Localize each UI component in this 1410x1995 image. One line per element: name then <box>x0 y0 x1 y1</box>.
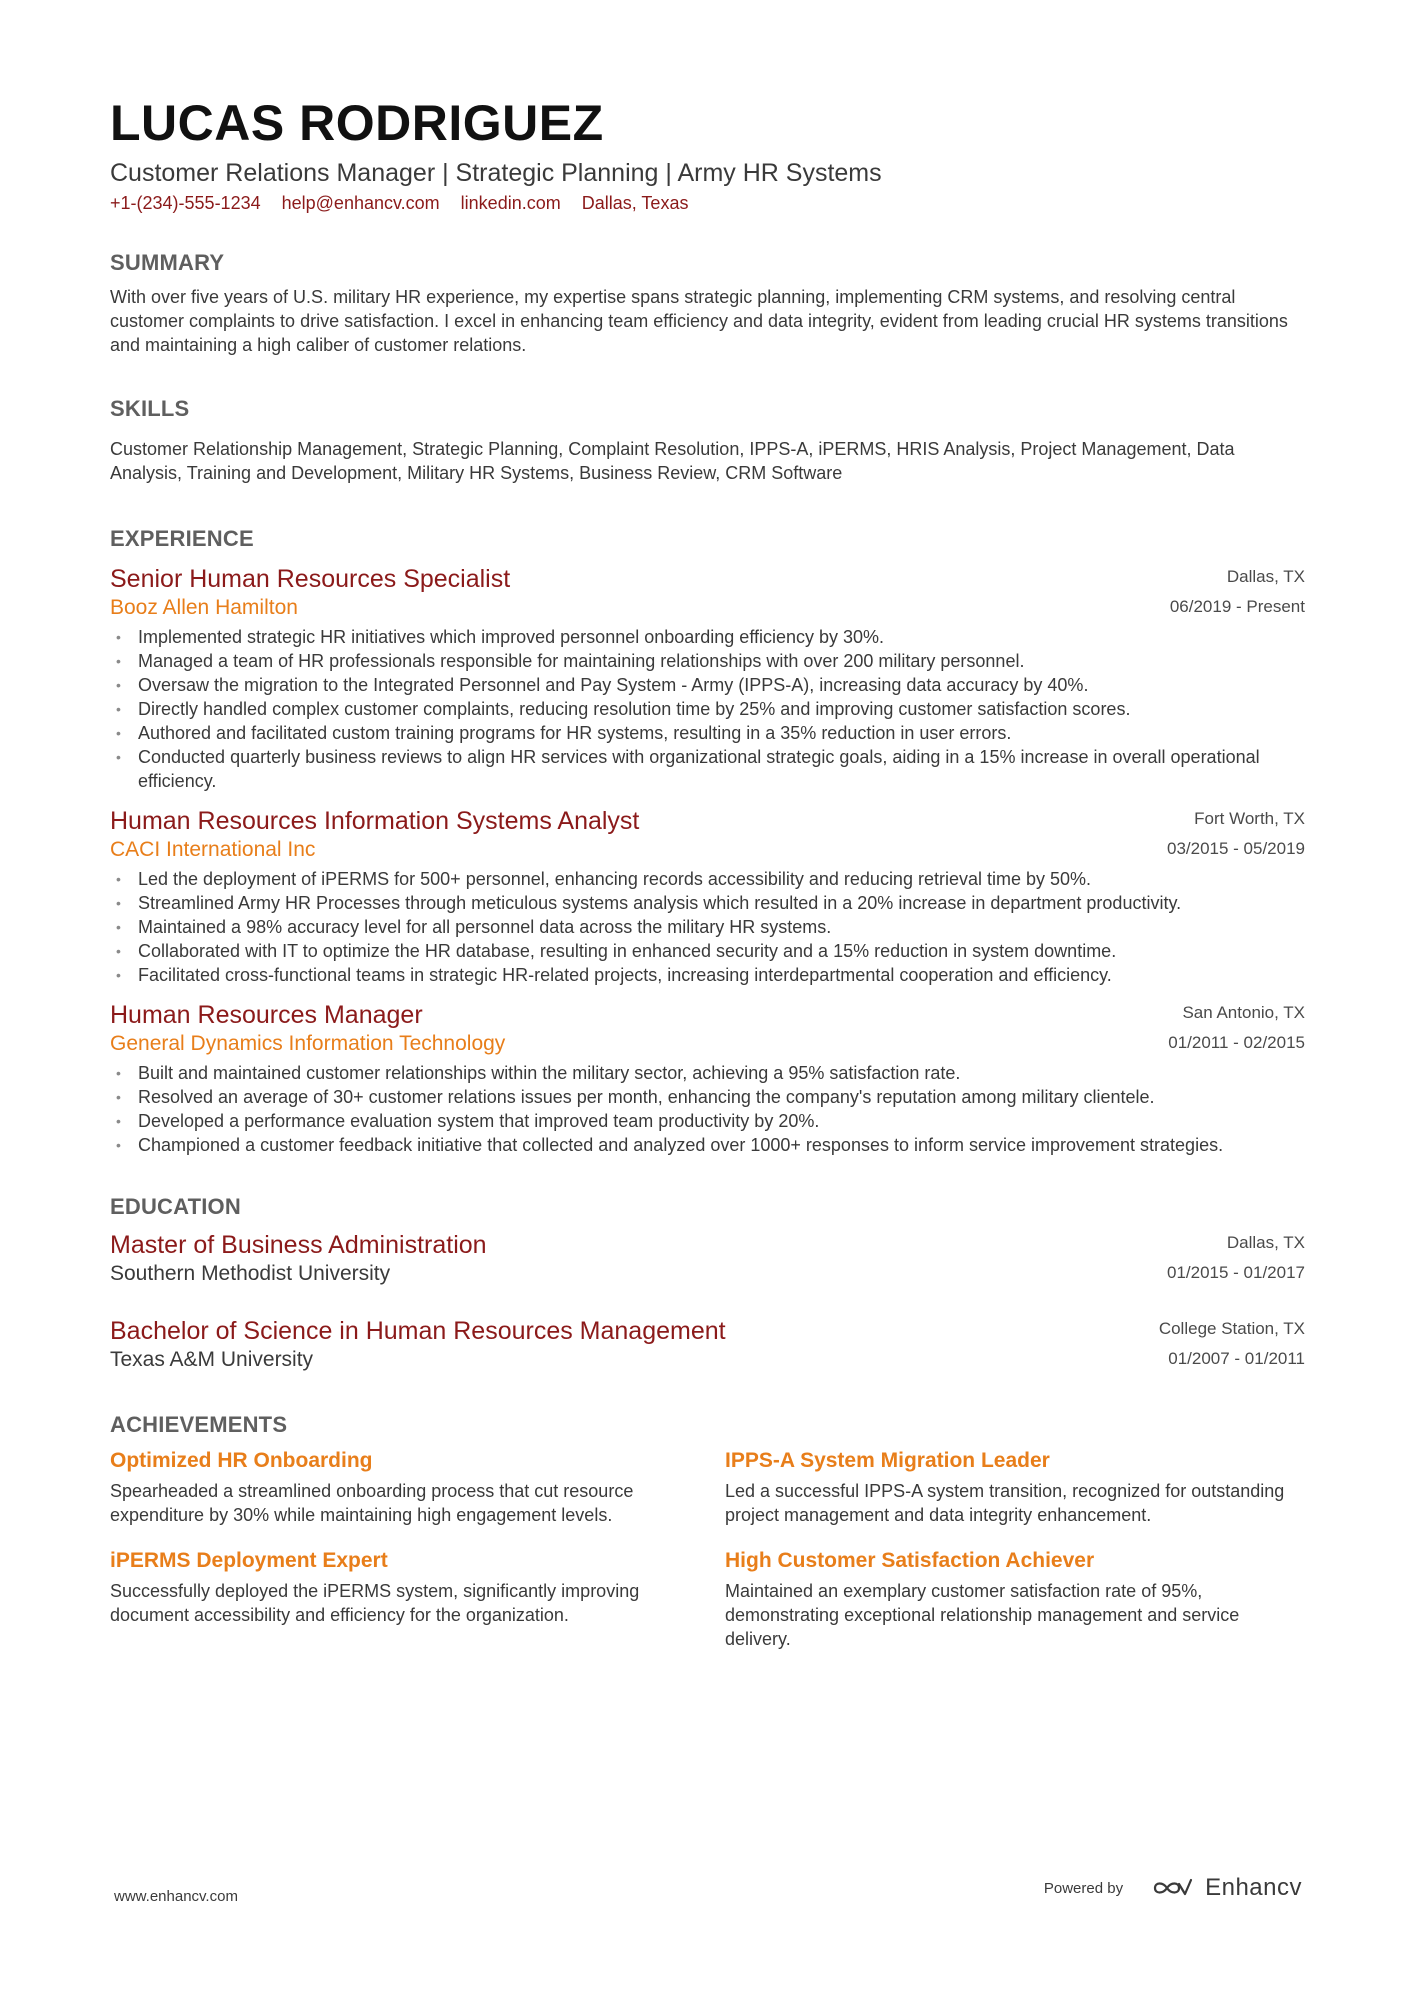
achievements-grid <box>110 1447 1305 1651</box>
achievement-item <box>725 1547 1305 1651</box>
enhancv-logo[interactable] <box>1149 1874 1302 1902</box>
contact-linkedin[interactable]: linkedin.com <box>460 193 561 213</box>
job-location: Dallas, TX <box>1226 567 1305 586</box>
education-school: Southern Methodist University <box>110 1262 391 1285</box>
education-dates: 01/2015 - 01/2017 <box>1166 1263 1305 1282</box>
resume-header <box>110 95 1305 215</box>
education-entry <box>110 1229 1305 1289</box>
summary-text: With over five years of U.S. military HR experience, my expertise spans strategic planning, implementing CRM systems, and resolving central customer complaints to drive satisfaction. I excel in enhancing team efficiency and data integrity, evident from leading crucial HR systems transitions and maintaining a high caliber of customer relations. <box>110 287 1288 355</box>
skills-heading: SKILLS <box>110 396 190 421</box>
contact-line <box>110 191 1305 215</box>
footer-branding <box>1044 1874 1302 1902</box>
job-role: Human Resources Information Systems Analyst <box>110 807 640 835</box>
achievement-description: Led a successful IPPS-A system transition, recognized for outstanding project management and data integrity enhancement. <box>725 1481 1285 1525</box>
resume-page <box>110 95 1305 1651</box>
job-entry <box>110 805 1305 987</box>
job-header <box>110 563 1305 621</box>
job-bullet: • Directly handled complex customer complaints, reducing resolution time by 25% and improving customer satisfaction scores. <box>110 697 1305 721</box>
achievement-title: IPPS-A System Migration Leader <box>725 1449 1050 1472</box>
candidate-name: LUCAS RODRIGUEZ <box>110 95 604 151</box>
footer-website[interactable]: www.enhancv.com <box>114 1888 238 1905</box>
achievement-title: iPERMS Deployment Expert <box>110 1549 388 1572</box>
achievements-heading: ACHIEVEMENTS <box>110 1412 288 1437</box>
job-company: CACI International Inc <box>110 838 316 861</box>
skills-text: Customer Relationship Management, Strategic Planning, Complaint Resolution, IPPS-A, iPERMS, HRIS Analysis, Project Management, Data Analysis, Training and Development, Military HR Systems, Business Review, CRM Software <box>110 439 1235 483</box>
education-location: Dallas, TX <box>1226 1233 1305 1252</box>
education-location: College Station, TX <box>1158 1319 1305 1338</box>
contact-phone[interactable]: +1-(234)-555-1234 <box>110 193 261 213</box>
job-bullet: • Facilitated cross-functional teams in strategic HR-related projects, increasing interdepartmental cooperation and efficiency. <box>110 963 1305 987</box>
job-bullet: • Resolved an average of 30+ customer relations issues per month, enhancing the company's reputation among military clientele. <box>110 1085 1305 1109</box>
experience-heading: EXPERIENCE <box>110 526 254 551</box>
job-role: Human Resources Manager <box>110 1001 423 1029</box>
job-entry <box>110 563 1305 793</box>
achievement-title: High Customer Satisfaction Achiever <box>725 1549 1095 1572</box>
job-dates: 06/2019 - Present <box>1169 597 1305 616</box>
achievement-description: Spearheaded a streamlined onboarding process that cut resource expenditure by 30% while maintaining high engagement levels. <box>110 1481 634 1525</box>
candidate-title: Customer Relations Manager | Strategic Planning | Army HR Systems <box>110 159 882 187</box>
job-bullets <box>110 1061 1305 1157</box>
education-section <box>110 1193 1305 1375</box>
job-bullet: • Collaborated with IT to optimize the HR database, resulting in enhanced security and a 15% reduction in system downtime. <box>110 939 1305 963</box>
achievement-title: Optimized HR Onboarding <box>110 1449 373 1472</box>
job-bullet: • Maintained a 98% accuracy level for all personnel data across the military HR systems. <box>110 915 1305 939</box>
job-bullet: • Built and maintained customer relationships within the military sector, achieving a 95% satisfaction rate. <box>110 1061 1305 1085</box>
education-header <box>110 1229 1305 1289</box>
skills-section <box>110 395 1305 485</box>
job-company: Booz Allen Hamilton <box>110 596 298 619</box>
achievements-section <box>110 1411 1305 1651</box>
job-dates: 01/2011 - 02/2015 <box>1168 1033 1305 1052</box>
education-entry <box>110 1315 1305 1375</box>
education-header <box>110 1315 1305 1375</box>
education-degree: Master of Business Administration <box>110 1231 487 1259</box>
education-degree: Bachelor of Science in Human Resources Management <box>110 1317 726 1345</box>
job-dates: 03/2015 - 05/2019 <box>1166 839 1305 858</box>
job-bullet: • Led the deployment of iPERMS for 500+ personnel, enhancing records accessibility and reducing retrieval time by 50%. <box>110 867 1305 891</box>
education-heading: EDUCATION <box>110 1194 241 1219</box>
contact-location: Dallas, Texas <box>581 193 689 213</box>
contact-email[interactable]: help@enhancv.com <box>281 193 440 213</box>
job-location: Fort Worth, TX <box>1194 809 1305 828</box>
job-bullet: • Championed a customer feedback initiative that collected and analyzed over 1000+ responses to inform service improvement strategies. <box>110 1133 1305 1157</box>
enhancv-brand-name: Enhancv <box>1205 1874 1302 1901</box>
powered-by-label: Powered by <box>1043 1879 1124 1897</box>
job-bullet: • Oversaw the migration to the Integrated Personnel and Pay System - Army (IPPS-A), increasing data accuracy by 40%. <box>110 673 1305 697</box>
job-bullet: • Managed a team of HR professionals responsible for maintaining relationships with over 200 military personnel. <box>110 649 1305 673</box>
job-bullet: • Streamlined Army HR Processes through meticulous systems analysis which resulted in a 20% increase in department productivity. <box>110 891 1305 915</box>
education-spacer <box>110 1289 1305 1309</box>
job-bullet: • Conducted quarterly business reviews to align HR services with organizational strategic goals, aiding in a 15% increase in overall operational efficiency. <box>110 745 1305 793</box>
job-bullet: • Developed a performance evaluation system that improved team productivity by 20%. <box>110 1109 1305 1133</box>
job-header <box>110 999 1305 1057</box>
job-location: San Antonio, TX <box>1182 1003 1305 1022</box>
education-dates: 01/2007 - 01/2011 <box>1168 1349 1305 1368</box>
job-role: Senior Human Resources Specialist <box>110 565 511 593</box>
summary-section <box>110 249 1305 357</box>
job-bullets <box>110 625 1305 793</box>
job-company: General Dynamics Information Technology <box>110 1032 506 1055</box>
job-bullet: • Authored and facilitated custom training programs for HR systems, resulting in a 35% reduction in user errors. <box>110 721 1305 745</box>
achievement-description: Maintained an exemplary customer satisfaction rate of 95%, demonstrating exceptional relationship management and service delivery. <box>725 1581 1240 1649</box>
summary-heading: SUMMARY <box>110 250 225 275</box>
achievement-item <box>110 1447 725 1527</box>
job-bullet: • Implemented strategic HR initiatives which improved personnel onboarding efficiency by 30%. <box>110 625 1305 649</box>
achievement-description: Successfully deployed the iPERMS system, significantly improving document accessibility and efficiency for the organization. <box>110 1581 640 1625</box>
achievement-item <box>110 1547 725 1651</box>
job-header <box>110 805 1305 863</box>
education-school: Texas A&M University <box>110 1348 314 1371</box>
job-entry <box>110 999 1305 1157</box>
enhancv-logo-icon <box>1149 1876 1195 1900</box>
achievement-item <box>725 1447 1305 1527</box>
experience-section <box>110 525 1305 1157</box>
job-bullets <box>110 867 1305 987</box>
